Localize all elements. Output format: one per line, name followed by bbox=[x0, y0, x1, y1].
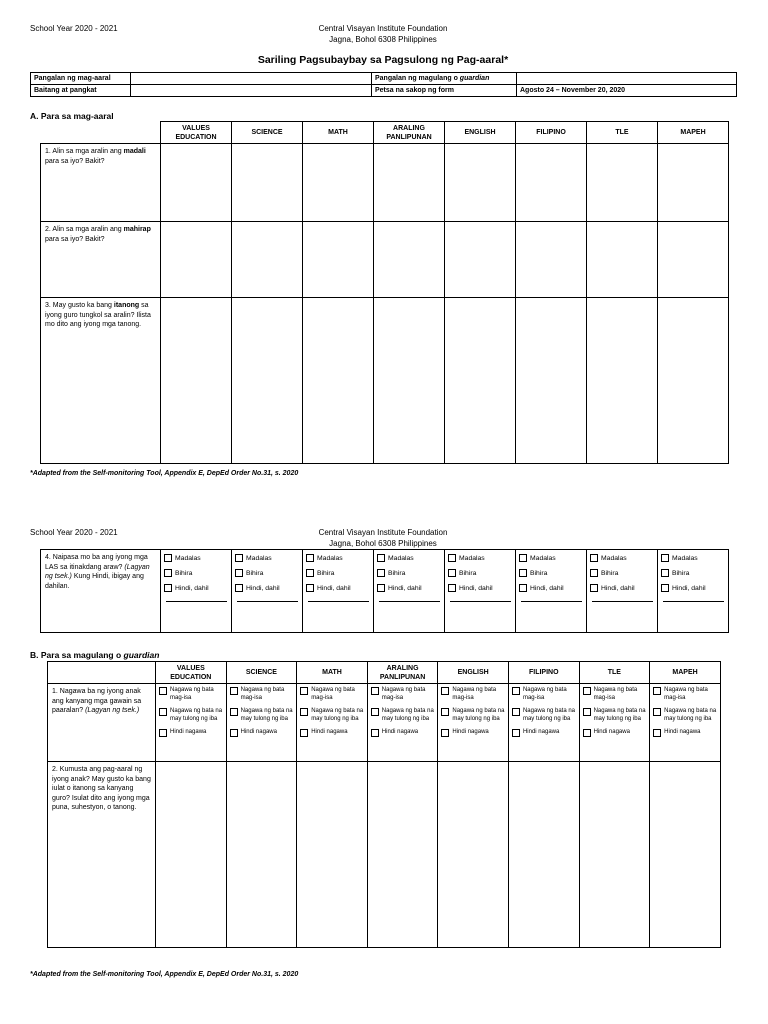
reason-line[interactable] bbox=[308, 601, 369, 602]
checkbox[interactable] bbox=[377, 584, 385, 592]
subject-header: VALUES EDUCATION bbox=[161, 122, 232, 144]
reason-line[interactable] bbox=[663, 601, 724, 602]
checkbox[interactable] bbox=[306, 554, 314, 562]
school-address: Jagna, Bohol 6308 Philippines bbox=[329, 539, 437, 548]
task-options-mapeh bbox=[650, 684, 721, 762]
info-table bbox=[30, 72, 737, 97]
checkbox[interactable] bbox=[371, 687, 379, 695]
answer-cell[interactable] bbox=[658, 144, 729, 222]
answer-cell[interactable] bbox=[445, 298, 516, 464]
answer-cell[interactable] bbox=[650, 762, 721, 948]
answer-cell[interactable] bbox=[374, 222, 445, 298]
las-options-tle bbox=[587, 550, 658, 633]
subject-header: ENGLISH bbox=[438, 662, 509, 684]
option-done-with-help[interactable]: Nagawa ng bata na may tulong ng iba bbox=[441, 708, 506, 723]
question-hard: 2. Alin sa mga aralin ang mahirap para sa iyo? Bakit? bbox=[41, 222, 161, 298]
student-grid bbox=[40, 121, 729, 464]
las-options-mapeh bbox=[658, 550, 729, 633]
task-options-values-education bbox=[156, 684, 227, 762]
option-done-alone[interactable]: Nagawa ng bata mag-isa bbox=[653, 687, 718, 702]
option-done-alone[interactable]: Nagawa ng bata mag-isa bbox=[300, 687, 365, 702]
parent-name-label: Pangalan ng magulang o guardian bbox=[372, 73, 517, 85]
grade-section-field[interactable] bbox=[131, 85, 372, 97]
subject-header: TLE bbox=[587, 122, 658, 144]
option-hindi-dahil[interactable]: Hindi, dahil bbox=[235, 584, 300, 593]
task-options-math bbox=[297, 684, 368, 762]
checkbox[interactable] bbox=[377, 569, 385, 577]
option-madalas[interactable]: Madalas bbox=[377, 554, 442, 563]
coverage-date-label: Petsa na sakop ng form bbox=[372, 85, 517, 97]
answer-cell[interactable] bbox=[508, 762, 579, 948]
answer-cell[interactable] bbox=[516, 298, 587, 464]
reason-line[interactable] bbox=[379, 601, 440, 602]
subject-header: TLE bbox=[579, 662, 650, 684]
checkbox[interactable] bbox=[371, 729, 379, 737]
answer-cell[interactable] bbox=[516, 222, 587, 298]
checkbox[interactable] bbox=[448, 584, 456, 592]
checkbox[interactable] bbox=[661, 554, 669, 562]
checkbox[interactable] bbox=[159, 687, 167, 695]
answer-cell[interactable] bbox=[161, 298, 232, 464]
subject-header: FILIPINO bbox=[508, 662, 579, 684]
reason-line[interactable] bbox=[592, 601, 653, 602]
reason-line[interactable] bbox=[450, 601, 511, 602]
answer-cell[interactable] bbox=[579, 762, 650, 948]
option-madalas[interactable]: Madalas bbox=[590, 554, 655, 563]
checkbox[interactable] bbox=[235, 554, 243, 562]
checkbox[interactable] bbox=[300, 708, 308, 716]
option-done-alone[interactable]: Nagawa ng bata mag-isa bbox=[583, 687, 648, 702]
checkbox[interactable] bbox=[448, 569, 456, 577]
option-not-done[interactable]: Hindi nagawa bbox=[230, 729, 295, 737]
las-options-math bbox=[303, 550, 374, 633]
checkbox[interactable] bbox=[653, 708, 661, 716]
checkbox[interactable] bbox=[583, 687, 591, 695]
option-done-with-help[interactable]: Nagawa ng bata na may tulong ng iba bbox=[583, 708, 648, 723]
option-not-done[interactable]: Hindi nagawa bbox=[583, 729, 648, 737]
option-bihira[interactable]: Bihira bbox=[235, 569, 300, 578]
task-options-english bbox=[438, 684, 509, 762]
parent-name-field[interactable] bbox=[517, 73, 737, 85]
subject-header: MATH bbox=[297, 662, 368, 684]
option-madalas[interactable]: Madalas bbox=[235, 554, 300, 563]
answer-cell[interactable] bbox=[367, 762, 438, 948]
header-corner bbox=[48, 662, 156, 684]
checkbox[interactable] bbox=[164, 554, 172, 562]
option-not-done[interactable]: Hindi nagawa bbox=[653, 729, 718, 737]
option-done-with-help[interactable]: Nagawa ng bata na may tulong ng iba bbox=[230, 708, 295, 723]
subject-header: ARALING PANLIPUNAN bbox=[374, 122, 445, 144]
task-options-araling-panlipunan bbox=[367, 684, 438, 762]
option-done-alone[interactable]: Nagawa ng bata mag-isa bbox=[371, 687, 436, 702]
option-hindi-dahil[interactable]: Hindi, dahil bbox=[164, 584, 229, 593]
checkbox[interactable] bbox=[653, 687, 661, 695]
answer-cell[interactable] bbox=[156, 762, 227, 948]
subject-header: FILIPINO bbox=[516, 122, 587, 144]
option-done-with-help[interactable]: Nagawa ng bata na may tulong ng iba bbox=[512, 708, 577, 723]
answer-cell[interactable] bbox=[438, 762, 509, 948]
option-done-alone[interactable]: Nagawa ng bata mag-isa bbox=[441, 687, 506, 702]
parent-question-row-tasks bbox=[48, 684, 721, 762]
answer-cell[interactable] bbox=[587, 222, 658, 298]
las-options-filipino bbox=[516, 550, 587, 633]
checkbox[interactable] bbox=[661, 584, 669, 592]
checkbox[interactable] bbox=[371, 708, 379, 716]
answer-cell[interactable] bbox=[161, 222, 232, 298]
question-ask: 3. May gusto ka bang itanong sa iyong guro tungkol sa aralin? Ilista mo dito ang iyong mga tanong. bbox=[41, 298, 161, 464]
section-b-heading: B. Para sa magulang o guardian bbox=[30, 650, 160, 660]
reason-line[interactable] bbox=[166, 601, 227, 602]
las-options-english bbox=[445, 550, 516, 633]
question-row-hard bbox=[41, 222, 729, 298]
checkbox[interactable] bbox=[230, 729, 238, 737]
option-madalas[interactable]: Madalas bbox=[661, 554, 726, 563]
checkbox[interactable] bbox=[306, 569, 314, 577]
checkbox[interactable] bbox=[590, 584, 598, 592]
coverage-date-value: Agosto 24 – November 20, 2020 bbox=[517, 85, 737, 97]
footnote: *Adapted from the Self-monitoring Tool, Appendix E, DepEd Order No.31, s. 2020 bbox=[30, 971, 299, 978]
checkbox[interactable] bbox=[653, 729, 661, 737]
answer-cell[interactable] bbox=[303, 222, 374, 298]
option-done-with-help[interactable]: Nagawa ng bata na may tulong ng iba bbox=[371, 708, 436, 723]
answer-cell[interactable] bbox=[445, 144, 516, 222]
checkbox[interactable] bbox=[230, 687, 238, 695]
subject-header: SCIENCE bbox=[226, 662, 297, 684]
answer-cell[interactable] bbox=[303, 144, 374, 222]
option-done-with-help[interactable]: Nagawa ng bata na may tulong ng iba bbox=[159, 708, 224, 723]
answer-cell[interactable] bbox=[445, 222, 516, 298]
subject-header: VALUES EDUCATION bbox=[156, 662, 227, 684]
question-easy: 1. Alin sa mga aralin ang madali para sa iyo? Bakit? bbox=[41, 144, 161, 222]
task-options-tle bbox=[579, 684, 650, 762]
reason-line[interactable] bbox=[237, 601, 298, 602]
task-options-science bbox=[226, 684, 297, 762]
subject-header: SCIENCE bbox=[232, 122, 303, 144]
answer-cell[interactable] bbox=[587, 144, 658, 222]
option-hindi-dahil[interactable]: Hindi, dahil bbox=[519, 584, 584, 593]
checkbox[interactable] bbox=[590, 569, 598, 577]
question-row-ask bbox=[41, 298, 729, 464]
checkbox[interactable] bbox=[590, 554, 598, 562]
checkbox[interactable] bbox=[519, 554, 527, 562]
option-not-done[interactable]: Hindi nagawa bbox=[441, 729, 506, 737]
answer-cell[interactable] bbox=[374, 144, 445, 222]
option-bihira[interactable]: Bihira bbox=[377, 569, 442, 578]
option-bihira[interactable]: Bihira bbox=[448, 569, 513, 578]
checkbox[interactable] bbox=[441, 729, 449, 737]
checkbox[interactable] bbox=[235, 569, 243, 577]
parent-grid bbox=[47, 661, 721, 948]
checkbox[interactable] bbox=[164, 584, 172, 592]
checkbox[interactable] bbox=[159, 708, 167, 716]
option-not-done[interactable]: Hindi nagawa bbox=[371, 729, 436, 737]
option-hindi-dahil[interactable]: Hindi, dahil bbox=[448, 584, 513, 593]
answer-cell[interactable] bbox=[232, 298, 303, 464]
option-not-done[interactable]: Hindi nagawa bbox=[159, 729, 224, 737]
question-parent-feedback: 2. Kumusta ang pag-aaral ng iyong anak? May gusto ka bang iulat o itanong sa kanyang guro? Isulat dito ang iyong mga puna, suhestyon, o tanong. bbox=[48, 762, 156, 948]
option-hindi-dahil[interactable]: Hindi, dahil bbox=[306, 584, 371, 593]
checkbox[interactable] bbox=[300, 687, 308, 695]
option-bihira[interactable]: Bihira bbox=[519, 569, 584, 578]
answer-cell[interactable] bbox=[232, 144, 303, 222]
checkbox[interactable] bbox=[300, 729, 308, 737]
school-year: School Year 2020 - 2021 bbox=[30, 24, 118, 33]
subject-header: MATH bbox=[303, 122, 374, 144]
option-done-alone[interactable]: Nagawa ng bata mag-isa bbox=[230, 687, 295, 702]
checkbox[interactable] bbox=[512, 687, 520, 695]
las-options-araling-panlipunan bbox=[374, 550, 445, 633]
checkbox[interactable] bbox=[448, 554, 456, 562]
answer-cell[interactable] bbox=[303, 298, 374, 464]
task-options-filipino bbox=[508, 684, 579, 762]
answer-cell[interactable] bbox=[297, 762, 368, 948]
answer-cell[interactable] bbox=[161, 144, 232, 222]
option-done-with-help[interactable]: Nagawa ng bata na may tulong ng iba bbox=[300, 708, 365, 723]
option-madalas[interactable]: Madalas bbox=[306, 554, 371, 563]
checkbox[interactable] bbox=[512, 729, 520, 737]
checkbox[interactable] bbox=[235, 584, 243, 592]
answer-cell[interactable] bbox=[658, 298, 729, 464]
option-hindi-dahil[interactable]: Hindi, dahil bbox=[661, 584, 726, 593]
option-bihira[interactable]: Bihira bbox=[306, 569, 371, 578]
checkbox[interactable] bbox=[441, 687, 449, 695]
option-not-done[interactable]: Hindi nagawa bbox=[300, 729, 365, 737]
checkbox[interactable] bbox=[306, 584, 314, 592]
option-hindi-dahil[interactable]: Hindi, dahil bbox=[590, 584, 655, 593]
form-title: Sariling Pagsubaybay sa Pagsulong ng Pag-aaral* bbox=[257, 54, 509, 66]
checkbox[interactable] bbox=[583, 708, 591, 716]
option-madalas[interactable]: Madalas bbox=[448, 554, 513, 563]
question-row-easy bbox=[41, 144, 729, 222]
checkbox[interactable] bbox=[519, 569, 527, 577]
checkbox[interactable] bbox=[377, 554, 385, 562]
las-submission-table bbox=[40, 549, 729, 633]
checkbox[interactable] bbox=[441, 708, 449, 716]
header-corner bbox=[41, 122, 161, 144]
checkbox[interactable] bbox=[661, 569, 669, 577]
footnote: *Adapted from the Self-monitoring Tool, Appendix E, DepEd Order No.31, s. 2020 bbox=[30, 470, 299, 477]
answer-cell[interactable] bbox=[232, 222, 303, 298]
las-options-science bbox=[232, 550, 303, 633]
student-name-label: Pangalan ng mag-aaral bbox=[31, 73, 131, 85]
las-options-values-education bbox=[161, 550, 232, 633]
checkbox[interactable] bbox=[159, 729, 167, 737]
option-not-done[interactable]: Hindi nagawa bbox=[512, 729, 577, 737]
question-las: 4. Naipasa mo ba ang iyong mga LAS sa itinakdang araw? (Lagyan ng tsek.) Kung Hindi, ibigay ang dahilan. bbox=[41, 550, 161, 633]
option-bihira[interactable]: Bihira bbox=[164, 569, 229, 578]
school-name: Central Visayan Institute Foundation bbox=[318, 24, 448, 33]
grade-section-label: Baitang at pangkat bbox=[31, 85, 131, 97]
answer-cell[interactable] bbox=[658, 222, 729, 298]
option-bihira[interactable]: Bihira bbox=[590, 569, 655, 578]
parent-question-row-feedback bbox=[48, 762, 721, 948]
section-a-heading: A. Para sa mag-aaral bbox=[30, 111, 114, 121]
subject-header: MAPEH bbox=[658, 122, 729, 144]
option-madalas[interactable]: Madalas bbox=[164, 554, 229, 563]
school-header bbox=[233, 23, 533, 45]
option-done-alone[interactable]: Nagawa ng bata mag-isa bbox=[159, 687, 224, 702]
subject-header: MAPEH bbox=[650, 662, 721, 684]
checkbox[interactable] bbox=[164, 569, 172, 577]
question-tasks-done: 1. Nagawa ba ng iyong anak ang kanyang mga gawain sa paaralan? (Lagyan ng tsek.) bbox=[48, 684, 156, 762]
subject-header: ENGLISH bbox=[445, 122, 516, 144]
option-bihira[interactable]: Bihira bbox=[661, 569, 726, 578]
checkbox[interactable] bbox=[512, 708, 520, 716]
school-name: Central Visayan Institute Foundation bbox=[318, 528, 448, 537]
answer-cell[interactable] bbox=[374, 298, 445, 464]
option-hindi-dahil[interactable]: Hindi, dahil bbox=[377, 584, 442, 593]
school-header bbox=[233, 527, 533, 549]
checkbox[interactable] bbox=[519, 584, 527, 592]
answer-cell[interactable] bbox=[587, 298, 658, 464]
option-madalas[interactable]: Madalas bbox=[519, 554, 584, 563]
reason-line[interactable] bbox=[521, 601, 582, 602]
checkbox[interactable] bbox=[230, 708, 238, 716]
answer-cell[interactable] bbox=[516, 144, 587, 222]
option-done-with-help[interactable]: Nagawa ng bata na may tulong ng iba bbox=[653, 708, 718, 723]
school-address: Jagna, Bohol 6308 Philippines bbox=[329, 35, 437, 44]
student-name-field[interactable] bbox=[131, 73, 372, 85]
school-year: School Year 2020 - 2021 bbox=[30, 528, 118, 537]
checkbox[interactable] bbox=[583, 729, 591, 737]
answer-cell[interactable] bbox=[226, 762, 297, 948]
subject-header: ARALING PANLIPUNAN bbox=[367, 662, 438, 684]
option-done-alone[interactable]: Nagawa ng bata mag-isa bbox=[512, 687, 577, 702]
